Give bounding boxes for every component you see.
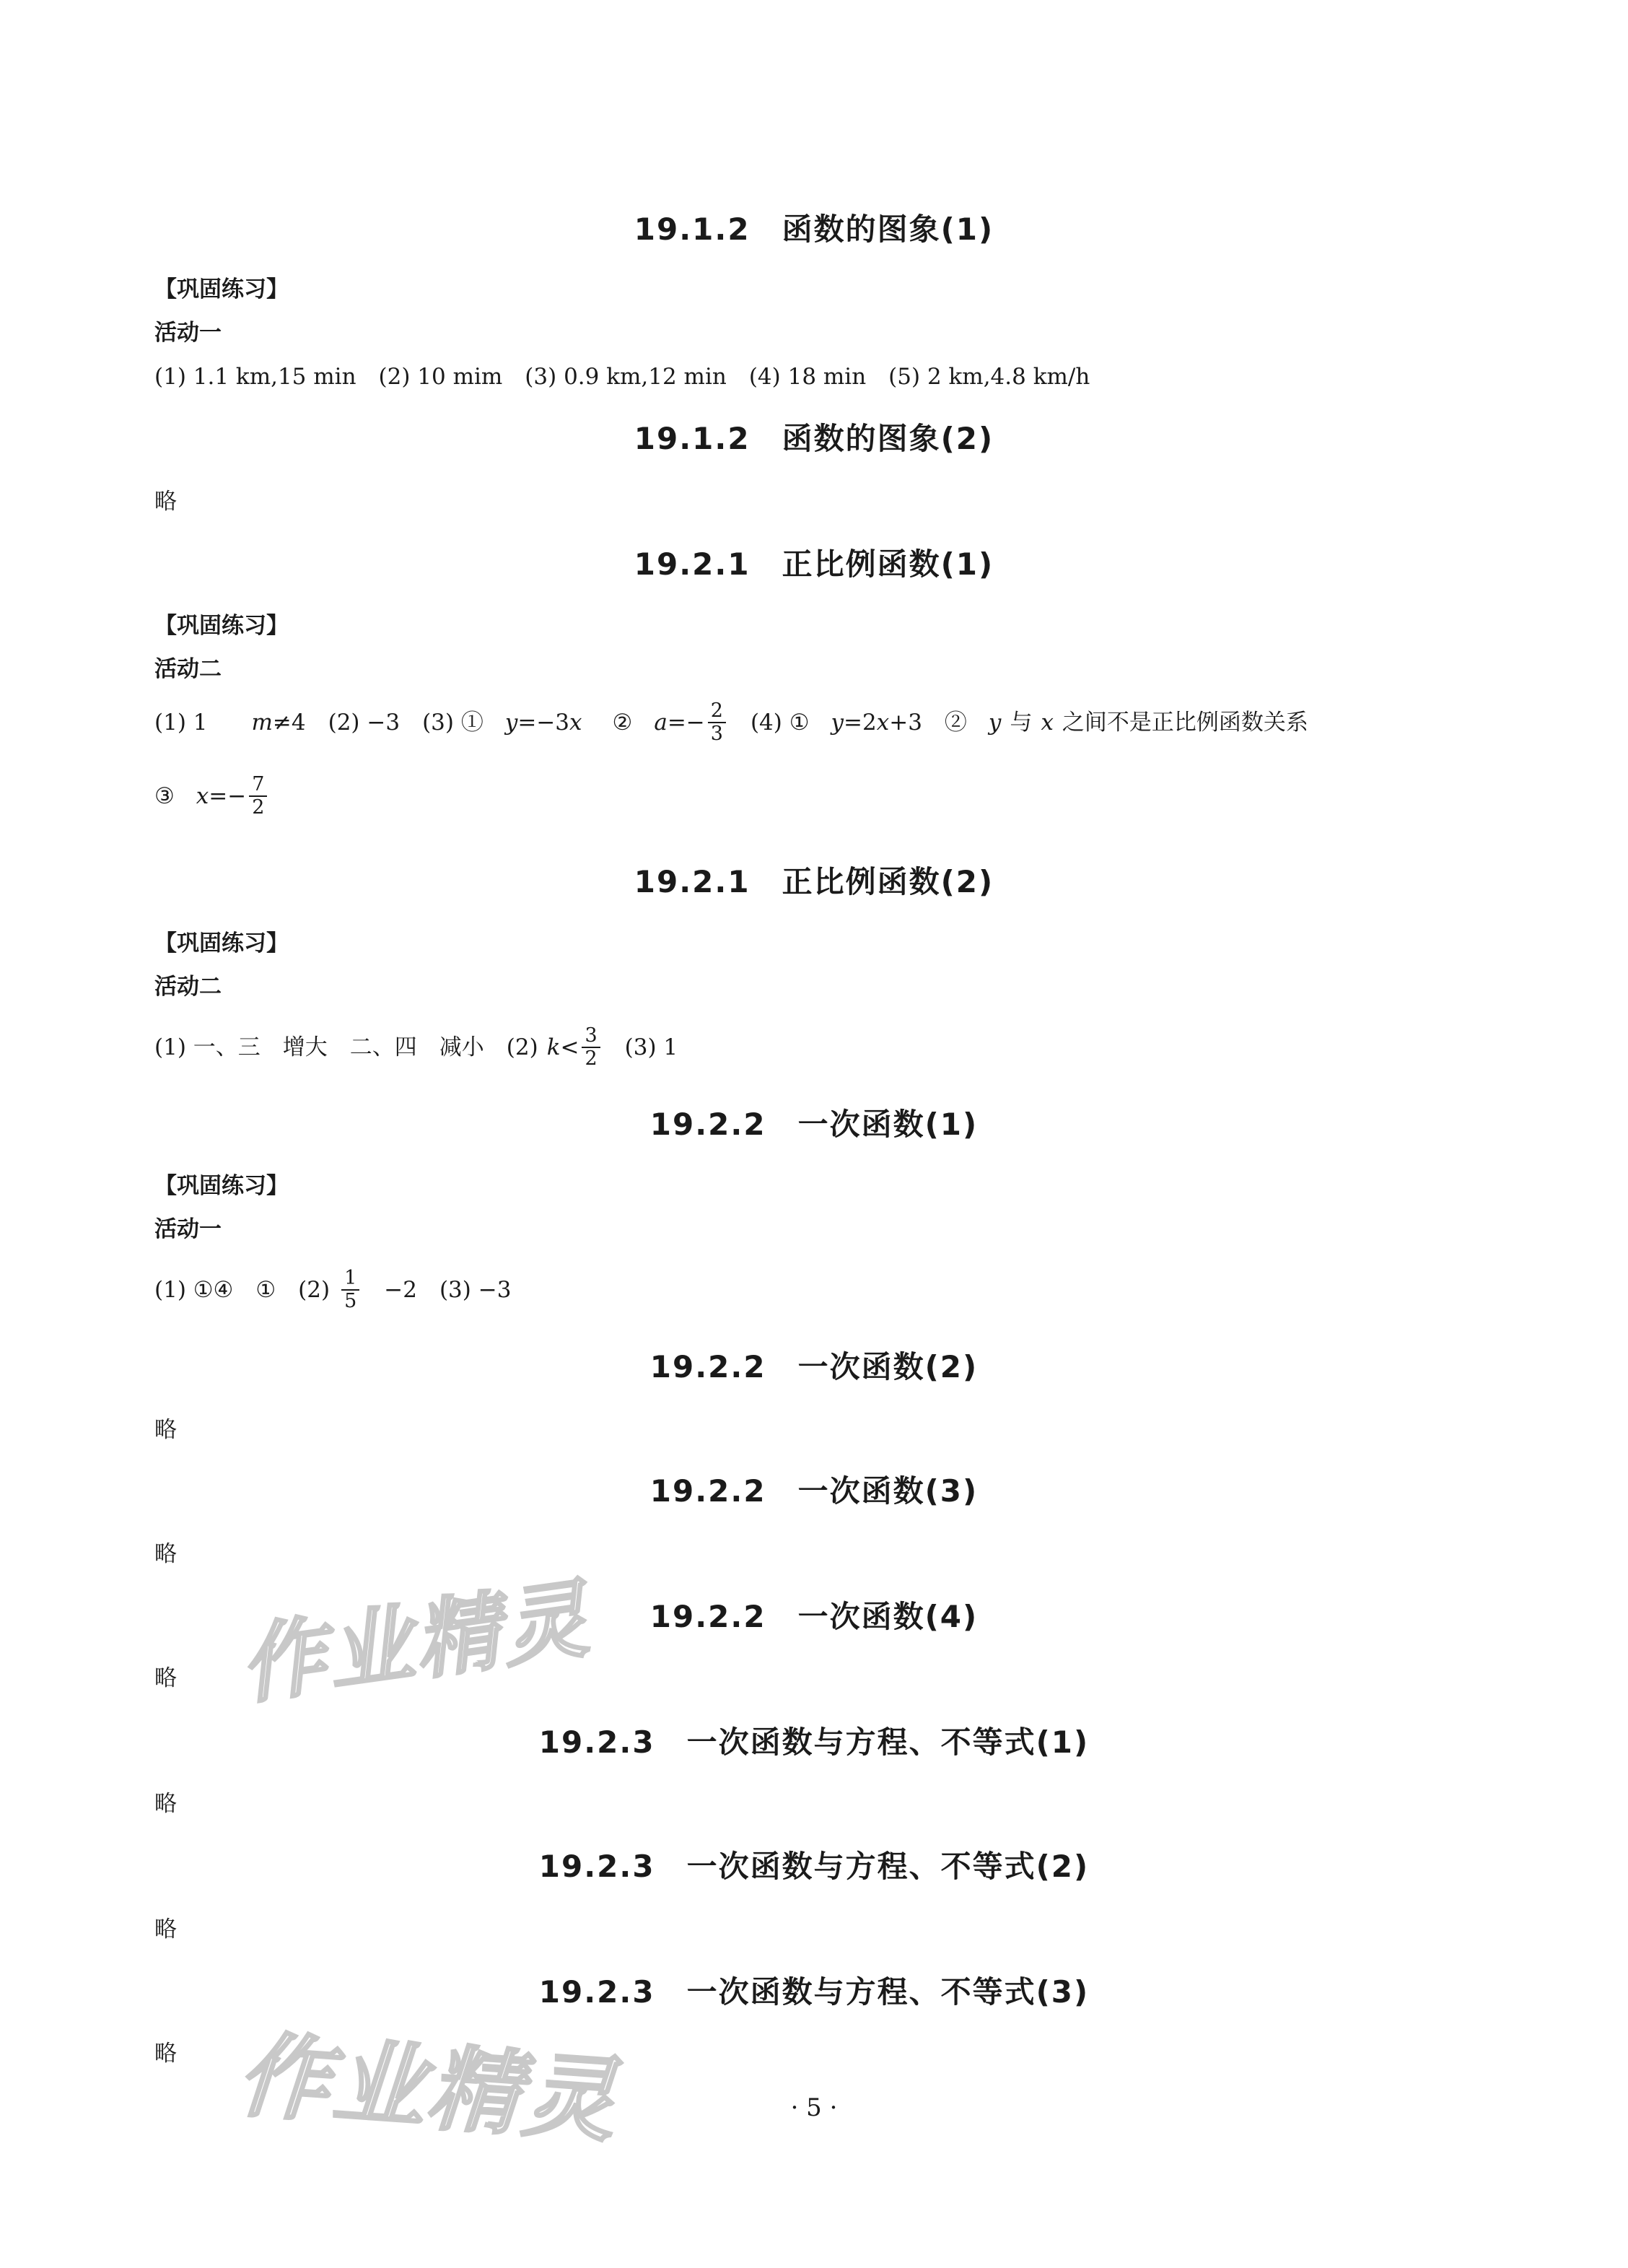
section-title: 19.2.3 一次函数与方程、不等式(2) bbox=[538, 1849, 1090, 1884]
fraction-numerator: 1 bbox=[341, 1268, 359, 1291]
omitted-text: 略 bbox=[154, 1791, 177, 1817]
answer-text: 与 bbox=[1010, 710, 1033, 736]
answer-line bbox=[154, 355, 1090, 398]
activity-label: 活动一 bbox=[154, 1216, 222, 1242]
math-var: x bbox=[876, 710, 890, 736]
section-title: 19.2.3 一次函数与方程、不等式(3) bbox=[538, 1974, 1090, 2010]
fraction-numerator: 3 bbox=[582, 1025, 600, 1048]
section-title: 19.2.1 正比例函数(2) bbox=[634, 864, 994, 899]
practice-label: 【巩固练习】 bbox=[154, 1173, 289, 1199]
section-title: 19.1.2 函数的图象(2) bbox=[634, 421, 994, 456]
answer-text: (3) 1 bbox=[624, 1034, 678, 1060]
fraction-numerator: 2 bbox=[708, 700, 726, 723]
activity-label: 活动一 bbox=[154, 320, 222, 346]
section-title: 19.2.1 正比例函数(1) bbox=[634, 546, 994, 582]
math-var: x bbox=[569, 710, 582, 736]
answer-text: (1) 1.1 km,15 min (2) 10 mim (3) 0.9 km,12 min (4) 18 min (5) 2 km,4.8 km/h bbox=[154, 364, 1090, 390]
math-var: a bbox=[654, 710, 668, 736]
answer-text: < bbox=[560, 1034, 579, 1060]
activity-label: 活动二 bbox=[154, 656, 222, 682]
answer-text: ≠4 (2) −3 (3) ① bbox=[272, 710, 483, 736]
answer-text: (1) ①④ ① (2) bbox=[154, 1277, 331, 1303]
section-title: 19.2.2 一次函数(3) bbox=[649, 1473, 979, 1509]
fraction bbox=[708, 700, 726, 745]
answer-text: =− bbox=[667, 710, 705, 736]
section-title: 19.2.2 一次函数(2) bbox=[649, 1349, 979, 1384]
watermark: 作业精灵 bbox=[234, 1568, 597, 1717]
fraction bbox=[341, 1268, 359, 1312]
answer-text: =−3 bbox=[517, 710, 570, 736]
section-title: 19.2.3 一次函数与方程、不等式(1) bbox=[538, 1724, 1090, 1760]
answer-text: −2 (3) −3 bbox=[384, 1277, 512, 1303]
fraction-numerator: 7 bbox=[249, 774, 267, 797]
answer-text: (4) ① bbox=[750, 710, 810, 736]
answer-text: +3 ② bbox=[889, 710, 967, 736]
omitted-text: 略 bbox=[154, 489, 177, 515]
math-var: y bbox=[988, 710, 1002, 736]
math-var: x bbox=[1041, 710, 1054, 736]
omitted-text: 略 bbox=[154, 1665, 177, 1691]
answer-line bbox=[154, 1268, 511, 1312]
omitted-text: 略 bbox=[154, 2041, 177, 2067]
answer-text: ② bbox=[612, 710, 633, 736]
watermark: 作业精灵 bbox=[234, 2021, 622, 2156]
fraction-denominator: 3 bbox=[710, 723, 723, 745]
answer-line bbox=[154, 700, 1308, 745]
activity-label: 活动二 bbox=[154, 974, 222, 1000]
omitted-text: 略 bbox=[154, 1541, 177, 1567]
section-title: 19.2.2 一次函数(4) bbox=[649, 1599, 979, 1634]
math-var: x bbox=[196, 783, 209, 809]
omitted-text: 略 bbox=[154, 1417, 177, 1443]
answer-text: =− bbox=[209, 783, 247, 809]
section-title: 19.1.2 函数的图象(1) bbox=[634, 211, 994, 247]
fraction-denominator: 2 bbox=[585, 1047, 598, 1070]
answer-text: (1) 一、三 增大 二、四 减小 (2) bbox=[154, 1034, 538, 1060]
practice-label: 【巩固练习】 bbox=[154, 930, 289, 956]
math-var: m bbox=[251, 710, 273, 736]
fraction bbox=[582, 1025, 600, 1070]
answer-line bbox=[154, 1025, 678, 1070]
answer-line bbox=[154, 774, 270, 819]
fraction bbox=[249, 774, 267, 819]
math-var: y bbox=[504, 710, 518, 736]
math-var: y bbox=[831, 710, 844, 736]
omitted-text: 略 bbox=[154, 1916, 177, 1942]
fraction-denominator: 2 bbox=[252, 796, 265, 819]
section-title: 19.2.2 一次函数(1) bbox=[649, 1107, 979, 1142]
page-number: · 5 · bbox=[790, 2093, 838, 2122]
fraction-denominator: 5 bbox=[344, 1290, 357, 1312]
practice-label: 【巩固练习】 bbox=[154, 276, 289, 302]
practice-label: 【巩固练习】 bbox=[154, 613, 289, 639]
answer-text: ③ bbox=[154, 783, 175, 809]
answer-text: 之间不是正比例函数关系 bbox=[1062, 710, 1308, 736]
math-var: k bbox=[546, 1034, 561, 1060]
answer-text: =2 bbox=[844, 710, 877, 736]
answer-text: (1) 1 bbox=[154, 710, 230, 736]
